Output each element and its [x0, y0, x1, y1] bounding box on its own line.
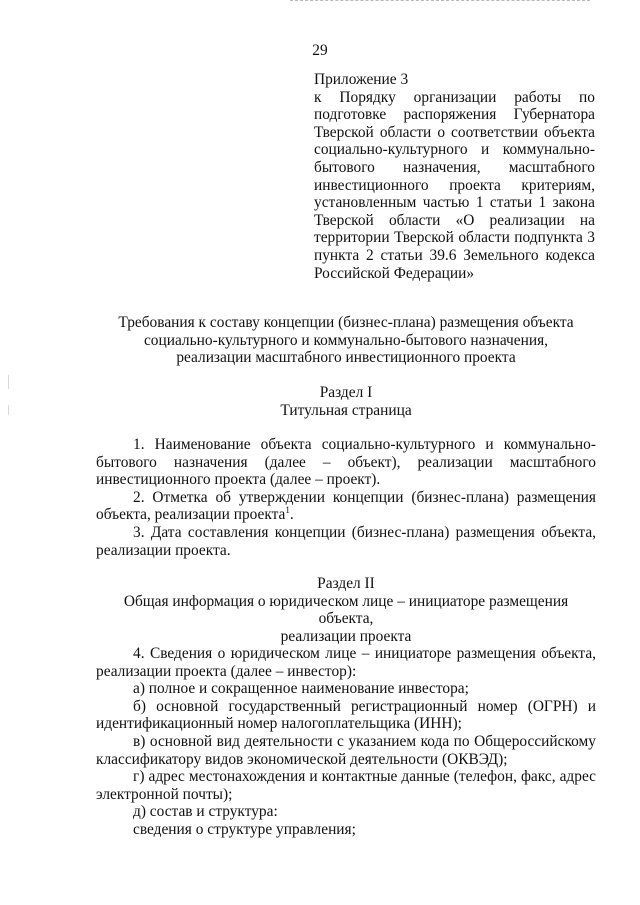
- section-label: Раздел II: [317, 575, 375, 592]
- paragraph: 3. Дата составления концепции (бизнес-плана) размещения объекта, реализации проекта.: [96, 523, 596, 559]
- paragraph: г) адрес местонахождения и контактные данные (телефон, факс, адрес электронной почты);: [96, 768, 596, 803]
- paragraph-text: 2. Отметка об утверждении концепции (бизнес-плана) размещения объекта, реализации проекта: [96, 488, 596, 524]
- document-title-line: Требования к составу концепции (бизнес-плана) размещения объекта: [118, 314, 574, 331]
- document-title-line: реализации масштабного инвестиционного проекта: [176, 349, 516, 367]
- section-1-heading: [96, 384, 596, 419]
- section-title-line: Общая информация о юридическом лице – инициаторе размещения объекта,: [123, 592, 569, 628]
- paragraph-end: .: [289, 506, 294, 524]
- section-2-body: [96, 645, 596, 839]
- scan-artifact: [8, 405, 9, 415]
- section-1-body: [96, 436, 596, 559]
- section-title: Титульная страница: [280, 401, 412, 419]
- paragraph: 4. Сведения о юридическом лице – инициаторе размещения объекта, реализации проекта (далее – инвестор):: [96, 645, 596, 680]
- scan-artifact: [8, 375, 9, 389]
- scan-artifact: [290, 0, 590, 4]
- appendix-text: к Порядку организации работы по подготовке распоряжения Губернатора Тверской области о соответствии объекта социально-культурного и коммунально-бытового назначения, масштабного инвестиционного проекта критериям, установленным частью 1 статьи 1 закона Тверской области «О реализации на территории Тверской области подпункта 3 пункта 2 статьи 39.6 Земельного кодекса Российской Федерации»: [314, 88, 595, 282]
- paragraph: а) полное и сокращенное наименование инвестора;: [133, 680, 469, 698]
- page-number: 29: [312, 42, 328, 59]
- section-2-heading: [96, 575, 596, 645]
- appendix-title: Приложение 3: [314, 71, 409, 88]
- paragraph: б) основной государственный регистрационный номер (ОГРН) и идентификационный номер налогоплательщика (ИНН);: [96, 697, 596, 733]
- footnote-marker: 1: [285, 505, 290, 516]
- document-title: [96, 314, 596, 367]
- section-label: Раздел I: [319, 384, 373, 401]
- paragraph: [96, 489, 596, 524]
- document-title-line: социально-культурного и коммунально-бытового назначения,: [143, 331, 549, 349]
- paragraph: сведения о структуре управления;: [133, 820, 356, 838]
- paragraph: 1. Наименование объекта социально-культурного и коммунально-бытового назначения (далее – объект), реализации масштабного инвестиционного проекта (далее – проект).: [96, 436, 596, 489]
- appendix-block: [314, 71, 595, 282]
- paragraph: д) состав и структура:: [133, 803, 278, 821]
- section-title-line: реализации проекта: [280, 627, 412, 645]
- paragraph: в) основной вид деятельности с указанием кода по Общероссийскому классификатору видов экономической деятельности (ОКВЭД);: [96, 732, 596, 768]
